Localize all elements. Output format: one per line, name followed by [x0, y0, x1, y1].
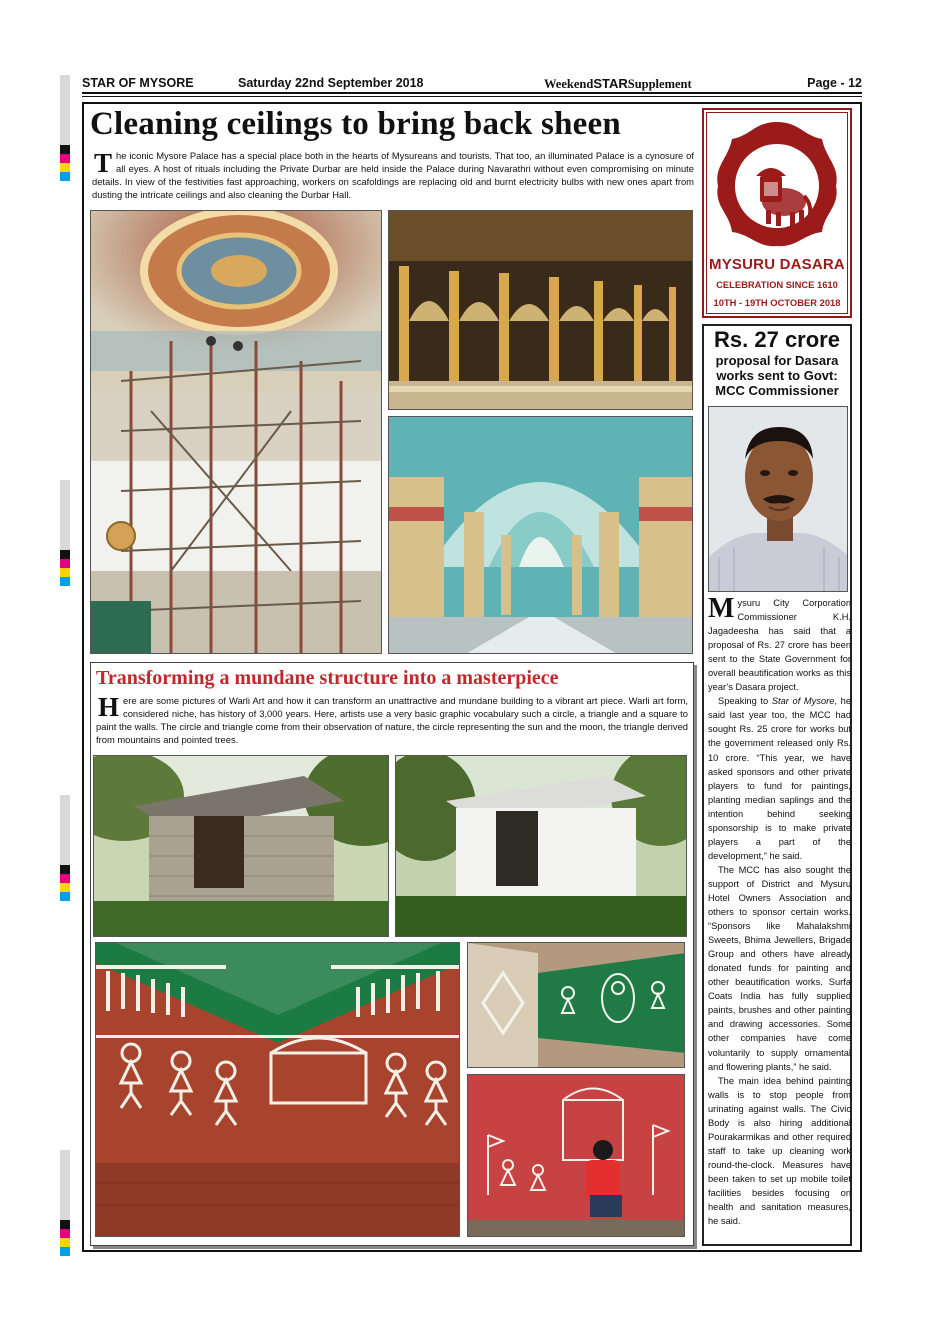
artist-painting-image [468, 1075, 685, 1237]
supplement-pre: Weekend [544, 77, 594, 91]
sidebar-para-2-post: , he said last year too, the MCC had sought Rs. 25 crore for works but the government released only Rs. 10 crore. “This year, we have asked sponsors and other private players to fund for paintings, planting median saplings and the intention behind seeking sponsorship is to make private players a part of the development,” he said. [708, 696, 851, 861]
page-header [82, 74, 862, 94]
print-margin-bar [60, 75, 70, 145]
photo-warli-green-panel [467, 942, 685, 1068]
palace-arches-image [389, 417, 693, 654]
warli-dropcap: H [98, 692, 120, 722]
structure-before-image [94, 756, 389, 937]
sidebar-para-2 [708, 694, 851, 863]
dasara-logo-box [702, 108, 852, 318]
commissioner-portrait-image [709, 407, 848, 592]
registration-mark [60, 1220, 70, 1256]
sidebar-para-4: The main idea behind painting walls is to stop people from urinating against walls. The Civic Body is also hiring additional Pourakarmikas and other required staff to take up cleaning work round-the-clock. Measures have been taken to set up mobile toilet facilities besides focusing on health and sanitation measures, he said. [708, 1075, 851, 1227]
photo-durbar-hall [388, 210, 693, 410]
sidebar-para-2-italic: Star of Mysore [771, 696, 835, 707]
logo-since: CELEBRATION SINCE 1610 [716, 279, 838, 290]
photo-palace-arches [388, 416, 693, 654]
print-margin-bar [60, 795, 70, 865]
registration-mark [60, 865, 70, 901]
print-margin-bar [60, 1150, 70, 1220]
article-body: he iconic Mysore Palace has a special place both in the hearts of Mysureans and tourists. That too, an illuminated Palace is a cynosure of all eyes. A host of rituals including the Private Durbar are held inside the Palace during Navarathri without even compromising on minute details. In view of the festivities fast approaching, workers on scafoldings are replacing old and burnt electricity bulbs with new ones apart from dusting the intricate ceilings and also cleaning the Durbar Hall. [92, 150, 694, 200]
sidebar-article [702, 324, 852, 1246]
sidebar-para-1 [708, 593, 851, 694]
paper-name: STAR OF MYSORE [82, 76, 194, 90]
sidebar-body [708, 593, 851, 1228]
sidebar-headline-rest: proposal for Dasara works sent to Govt: MCC Commissioner [715, 353, 839, 398]
supplement-name [544, 76, 692, 92]
warli-wall-image [96, 943, 460, 1237]
structure-whitewashed-image [396, 756, 687, 937]
registration-mark [60, 550, 70, 586]
sidebar-headline-big: Rs. 27 crore [714, 327, 840, 352]
registration-mark [60, 145, 70, 181]
photo-warli-wall [95, 942, 460, 1237]
sidebar-para-1-text: ysuru City Corporation Commissioner K.H. Jagadeesha has said that a proposal of Rs. 27 crore has been sent to the State Government for overall beautification works as this year’s Dasara project. [708, 598, 851, 693]
warli-green-panel-image [468, 943, 685, 1068]
sidebar-headline [704, 326, 850, 398]
supplement-star: STAR [593, 76, 628, 91]
photo-ceiling-scaffolding [90, 210, 382, 654]
article-title: Cleaning ceilings to bring back sheen [90, 106, 621, 142]
logo-title: MYSURU DASARA [709, 256, 845, 273]
header-rule-thin [82, 96, 862, 97]
durbar-hall-image [389, 211, 693, 410]
sidebar-para-3: The MCC has also sought the support of District and Mysuru Hotel Owners Association and others to sponsor certain works. “Sponsors like Mahalakshmi Sweets, Bhima Jewellers, Brigade Group and others have already donated funds for painting and other beautification works. Surfa Coats India has fully supplied paints, brushes and other painting and drawing accessories. Some other companies have come voluntarily to supply ornamental and flowering plants,” he said. [708, 864, 851, 1072]
print-margin-bar [60, 480, 70, 550]
sidebar-dropcap: M [708, 593, 735, 624]
ceiling-scaffolding-image [91, 211, 382, 654]
page-number: Page - 12 [807, 76, 862, 90]
photo-commissioner [708, 406, 848, 592]
warli-article-intro [96, 694, 688, 746]
photo-structure-before [93, 755, 389, 937]
supplement-post: Supplement [627, 77, 692, 91]
photo-artist-painting [467, 1074, 685, 1237]
dropcap: T [94, 148, 113, 178]
warli-article-title: Transforming a mundane structure into a masterpiece [96, 667, 559, 689]
warli-article-body: ere are some pictures of Warli Art and how it can transform an unattractive and mundane building to a vibrant art piece. Warli art form, considered niche, has history of 3,000 years. Here, artists use a very basic graphic vocabulary such a circle, a triangle and a square to paint the walls. The circle and triangle come from their observation of nature, the circle representing the sun and the moon, the triangle derived from mountains and pointed trees. [96, 695, 688, 745]
issue-date: Saturday 22nd September 2018 [238, 76, 424, 90]
article-intro [92, 150, 694, 202]
sidebar-para-2-pre: Speaking to [718, 696, 772, 707]
header-rule [82, 92, 862, 94]
photo-structure-whitewashed [395, 755, 687, 937]
dasara-emblem-icon [704, 114, 850, 254]
logo-dates: 10TH - 19TH OCTOBER 2018 [713, 297, 841, 308]
